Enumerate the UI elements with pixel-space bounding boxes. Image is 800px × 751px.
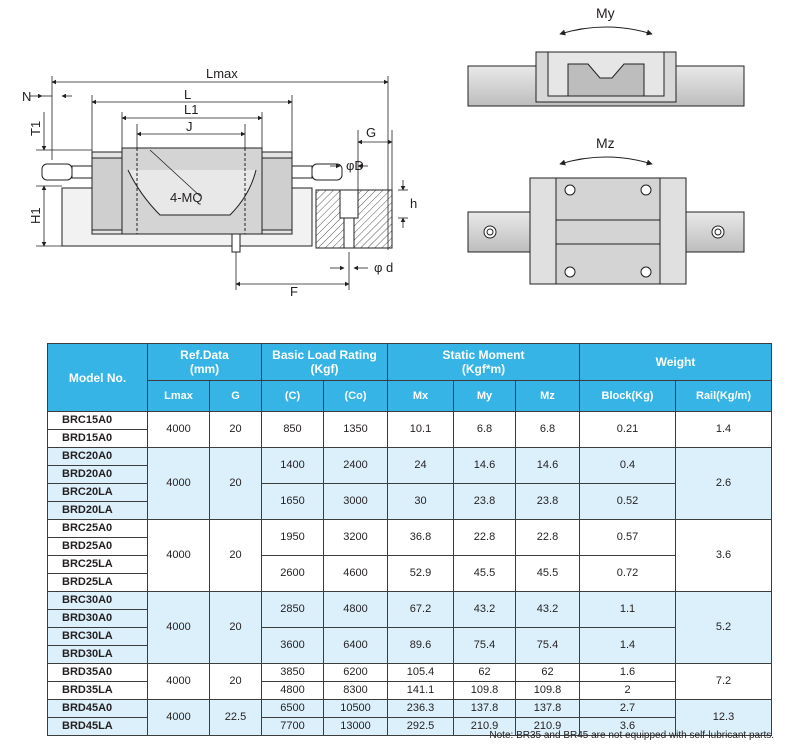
header-static-moment-title: Static Moment (442, 348, 525, 362)
header-basic-load (262, 344, 388, 381)
label-mz: Mz (596, 135, 615, 151)
model-cell: BRC30A0 (48, 592, 148, 610)
label-t1: T1 (28, 120, 43, 136)
co-cell: 10500 (324, 700, 388, 718)
my-cell: 75.4 (454, 628, 516, 664)
c-cell: 1400 (262, 448, 324, 484)
c-cell: 4800 (262, 682, 324, 700)
mx-cell: 236.3 (388, 700, 454, 718)
header-ref-data (148, 344, 262, 381)
model-cell: BRD35LA (48, 682, 148, 700)
g-cell: 20 (210, 592, 262, 664)
model-cell: BRD15A0 (48, 430, 148, 448)
block-cell: 0.72 (580, 556, 676, 592)
rail-cell: 3.6 (676, 520, 772, 592)
label-h1: H1 (28, 207, 43, 224)
mx-cell: 105.4 (388, 664, 454, 682)
c-cell: 3600 (262, 628, 324, 664)
subheader-mz: Mz (516, 381, 580, 412)
table-row (48, 412, 772, 430)
lmax-cell: 4000 (148, 664, 210, 700)
mx-cell: 52.9 (388, 556, 454, 592)
model-cell: BRC20A0 (48, 448, 148, 466)
lmax-cell: 4000 (148, 700, 210, 736)
table-row (48, 448, 772, 466)
rail-cell: 5.2 (676, 592, 772, 664)
rail-cell: 1.4 (676, 412, 772, 448)
label-4-mq: 4-MQ (170, 190, 203, 205)
c-cell: 2850 (262, 592, 324, 628)
model-cell: BRD25LA (48, 574, 148, 592)
header-basic-load-unit: (Kgf) (310, 362, 339, 376)
table-row (48, 592, 772, 610)
block-cell: 2.7 (580, 700, 676, 718)
header-model: Model No. (48, 344, 148, 412)
block-cell: 3.6 (580, 718, 676, 736)
co-cell: 3000 (324, 484, 388, 520)
subheader-block: Block(Kg) (580, 381, 676, 412)
c-cell: 2600 (262, 556, 324, 592)
model-cell: BRC30LA (48, 628, 148, 646)
c-cell: 1950 (262, 520, 324, 556)
mx-cell: 30 (388, 484, 454, 520)
co-cell: 1350 (324, 412, 388, 448)
mx-cell: 141.1 (388, 682, 454, 700)
lmax-cell: 4000 (148, 412, 210, 448)
g-cell: 20 (210, 448, 262, 520)
g-cell: 20 (210, 664, 262, 700)
table-row (48, 520, 772, 538)
rail-cell: 7.2 (676, 664, 772, 700)
my-cell: 22.8 (454, 520, 516, 556)
label-l1: L1 (184, 102, 199, 117)
my-cell: 109.8 (454, 682, 516, 700)
model-cell: BRD35A0 (48, 664, 148, 682)
model-cell: BRD30LA (48, 646, 148, 664)
c-cell: 6500 (262, 700, 324, 718)
label-j: J (186, 119, 193, 134)
header-weight: Weight (580, 344, 772, 381)
block-cell: 1.4 (580, 628, 676, 664)
label-my: My (596, 5, 615, 21)
g-cell: 20 (210, 412, 262, 448)
rail-cell: 12.3 (676, 700, 772, 736)
mz-cell: 14.6 (516, 448, 580, 484)
label-n: N (22, 89, 32, 104)
label-phi-d-upper: φD (346, 158, 364, 173)
model-cell: BRC25LA (48, 556, 148, 574)
technical-drawings (0, 0, 800, 330)
model-cell: BRC20LA (48, 484, 148, 502)
model-cell: BRD25A0 (48, 538, 148, 556)
my-cell: 62 (454, 664, 516, 682)
block-cell: 1.1 (580, 592, 676, 628)
c-cell: 7700 (262, 718, 324, 736)
co-cell: 13000 (324, 718, 388, 736)
my-cell: 6.8 (454, 412, 516, 448)
mz-cell: 75.4 (516, 628, 580, 664)
mx-cell: 24 (388, 448, 454, 484)
mx-cell: 67.2 (388, 592, 454, 628)
my-cell: 210.9 (454, 718, 516, 736)
block-cell: 1.6 (580, 664, 676, 682)
label-phi-d-lower: φ d (374, 260, 394, 275)
mz-cell: 210.9 (516, 718, 580, 736)
mz-cell: 43.2 (516, 592, 580, 628)
my-moment-drawing (468, 27, 744, 106)
header-static-moment (388, 344, 580, 381)
mz-moment-drawing (468, 157, 744, 284)
model-cell: BRD20A0 (48, 466, 148, 484)
block-cell: 0.57 (580, 520, 676, 556)
co-cell: 8300 (324, 682, 388, 700)
co-cell: 4800 (324, 592, 388, 628)
mz-cell: 62 (516, 664, 580, 682)
block-cell: 2 (580, 682, 676, 700)
subheader-co: (Co) (324, 381, 388, 412)
c-cell: 3850 (262, 664, 324, 682)
c-cell: 1650 (262, 484, 324, 520)
table-row (48, 664, 772, 682)
my-cell: 14.6 (454, 448, 516, 484)
header-static-moment-unit: (Kgf*m) (461, 362, 506, 376)
block-cell: 0.4 (580, 448, 676, 484)
subheader-lmax: Lmax (148, 381, 210, 412)
g-cell: 22.5 (210, 700, 262, 736)
my-cell: 137.8 (454, 700, 516, 718)
grease-nipple-left (42, 164, 72, 180)
header-basic-load-title: Basic Load Rating (272, 348, 377, 362)
co-cell: 4600 (324, 556, 388, 592)
model-cell: BRD20LA (48, 502, 148, 520)
mx-cell: 36.8 (388, 520, 454, 556)
model-cell: BRD45LA (48, 718, 148, 736)
lmax-cell: 4000 (148, 520, 210, 592)
co-cell: 6400 (324, 628, 388, 664)
specification-table (47, 343, 772, 736)
subheader-c: (C) (262, 381, 324, 412)
subheader-g: G (210, 381, 262, 412)
mx-cell: 10.1 (388, 412, 454, 448)
model-cell: BRC25A0 (48, 520, 148, 538)
header-ref-data-unit: (mm) (189, 362, 220, 376)
lmax-cell: 4000 (148, 592, 210, 664)
c-cell: 850 (262, 412, 324, 448)
mz-cell: 22.8 (516, 520, 580, 556)
lmax-cell: 4000 (148, 448, 210, 520)
mz-cell: 137.8 (516, 700, 580, 718)
g-cell: 20 (210, 520, 262, 592)
footnote: Note: BR35 and BR45 are not equipped with self-lubricant parts. (489, 730, 774, 741)
mx-cell: 89.6 (388, 628, 454, 664)
subheader-mx: Mx (388, 381, 454, 412)
mx-cell: 292.5 (388, 718, 454, 736)
label-g: G (366, 125, 377, 140)
block-cell: 0.21 (580, 412, 676, 448)
model-cell: BRD45A0 (48, 700, 148, 718)
co-cell: 3200 (324, 520, 388, 556)
my-cell: 23.8 (454, 484, 516, 520)
block-cell: 0.52 (580, 484, 676, 520)
label-h: h (410, 196, 418, 211)
model-cell: BRC15A0 (48, 412, 148, 430)
side-view-drawing (42, 148, 392, 252)
label-f: F (290, 284, 298, 299)
header-ref-data-title: Ref.Data (180, 348, 229, 362)
subheader-rail: Rail(Kg/m) (676, 381, 772, 412)
co-cell: 6200 (324, 664, 388, 682)
my-cell: 43.2 (454, 592, 516, 628)
label-l: L (184, 87, 192, 102)
co-cell: 2400 (324, 448, 388, 484)
table-row (48, 700, 772, 718)
subheader-my: My (454, 381, 516, 412)
label-lmax: Lmax (206, 66, 238, 81)
model-cell: BRD30A0 (48, 610, 148, 628)
my-cell: 45.5 (454, 556, 516, 592)
mz-cell: 6.8 (516, 412, 580, 448)
mz-cell: 45.5 (516, 556, 580, 592)
mz-cell: 109.8 (516, 682, 580, 700)
rail-cell: 2.6 (676, 448, 772, 520)
mz-cell: 23.8 (516, 484, 580, 520)
